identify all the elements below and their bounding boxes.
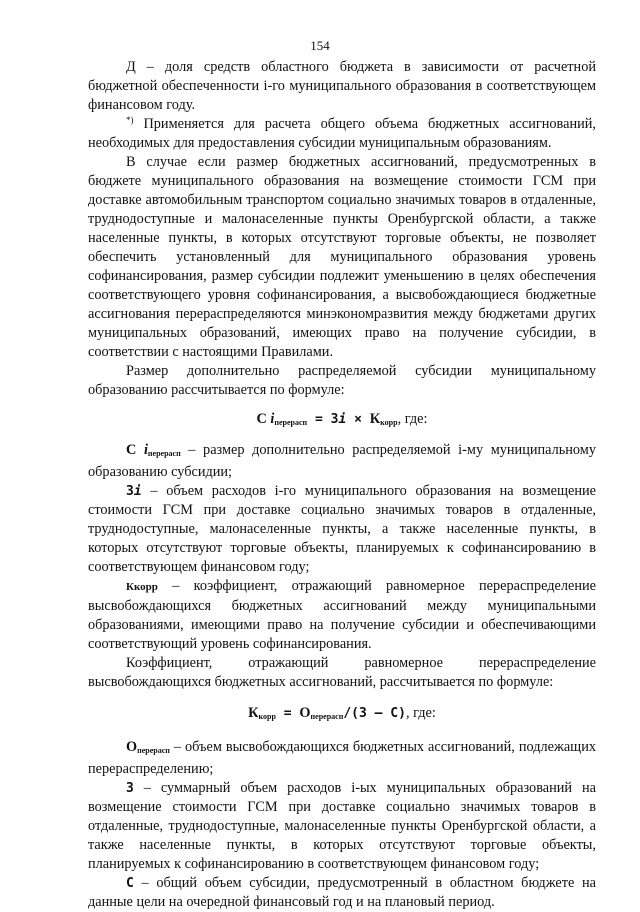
formula1-zi: i [338, 412, 347, 427]
footnote-text: Применяется для расчета общего объема бюджетных ассигнований, необходимых для предоставления субсидии муниципальным образованиям. [88, 116, 596, 151]
formula1-c: C [256, 411, 271, 427]
formula2-o: О [299, 705, 311, 721]
def-c2-text: – общий объем субсидии, предусмотренный в областном бюджете на данные цели на очередной финансовый год и на плановый период. [88, 875, 596, 910]
def-c-subscript: перерасп [147, 449, 181, 458]
def-o-symbol: О [126, 739, 138, 755]
formula-additional-subsidy [88, 410, 596, 432]
def-z-symbol-i: i [133, 484, 142, 499]
formula1-equals: = [307, 412, 331, 427]
def-z-text: – объем расходов i-го муниципального образования на возмещение стоимости ГСМ при доставке социально значимых товаров в отдаленные, труднодоступные, малонаселенные пункты, а также населенные пункты, в которых отсутствуют торговые объекты, планируемых к софинансированию в соответствующем финансовом году; [88, 483, 596, 575]
definition-c-i [88, 441, 596, 482]
footnote-mark: *) [126, 115, 134, 125]
def-z2-symbol: З [126, 781, 134, 796]
def-c-text: – размер дополнительно распределяемой i-му муниципальному образованию субсидии; [88, 442, 597, 480]
formula1-k-subscript: корр [380, 418, 398, 427]
formula2-equals: = [275, 706, 300, 721]
def-z2-text: – суммарный объем расходов i-ых муниципальных образований на возмещение стоимости ГСМ при доставке социально значимых товаров в отдаленные, труднодоступные, малонаселенные пункты Оренбургской области, а также населенные пункты, в которых отсутствуют торговые объекты, планируемых к софинансированию в соответствующем финансовом году; [88, 780, 596, 872]
def-z-symbol: З [126, 484, 134, 499]
def-c-symbol: C [126, 442, 144, 458]
formula2-tail: , где: [405, 705, 436, 721]
paragraph-d-definition: Д – доля средств областного бюджета в зависимости от расчетной бюджетной обеспеченности i-го муниципального образования в соответствующем финансовом году. [88, 59, 596, 113]
formula1-z: З [330, 412, 339, 427]
formula2-k-subscript: корр [258, 712, 276, 721]
def-o-text: – объем высвобождающихся бюджетных ассигнований, подлежащих перераспределению; [88, 739, 596, 777]
formula-coefficient [88, 704, 596, 726]
page-content [88, 58, 596, 912]
formula1-tail: , где: [397, 411, 428, 427]
footnote [88, 115, 596, 153]
definition-o-perer [88, 738, 596, 779]
paragraph-coefficient-intro: Коэффициент, отражающий равномерное перераспределение высвобождающихся бюджетных ассигнований, рассчитывается по формуле: [88, 655, 596, 690]
formula1-times: × [346, 412, 370, 427]
formula2-k: К [248, 705, 259, 721]
definition-z-total [88, 779, 596, 874]
formula1-i: i [270, 411, 275, 427]
formula1-k: К [369, 411, 381, 427]
definition-k-corr [88, 577, 596, 654]
def-o-subscript: перерасп [137, 746, 170, 755]
formula2-rest: /(З – С) [343, 706, 406, 721]
definition-z-i [88, 482, 596, 577]
page-number: 154 [310, 38, 330, 53]
def-k-symbol: Ккорр [126, 581, 158, 593]
def-c-symbol-i: i [143, 442, 148, 458]
definition-c-total [88, 874, 596, 912]
paragraph-size-formula-intro: Размер дополнительно распределяемой субсидии муниципальному образованию рассчитывается по формуле: [88, 363, 596, 398]
formula1-subscript: перерасп [274, 418, 308, 427]
def-k-text: – коэффициент, отражающий равномерное перераспределение высвобождающихся бюджетных ассигнований между муниципальными образованиями, имеющими право на получение субсидии и обеспечивающими соответствующий уровень софинансирования. [88, 578, 596, 652]
formula2-o-subscript: перерасп [310, 712, 344, 721]
def-c2-symbol: С [126, 876, 134, 891]
paragraph-reduction-case: В случае если размер бюджетных ассигнований, предусмотренных в бюджете муниципального образования на возмещение стоимости ГСМ при доставке автомобильным транспортом социально значимых товаров в отдаленные, труднодоступные и малонаселенные пункты Оренбургской области, а также населенные пункты, в которых отсутствуют торговые объекты, не позволяет обеспечить установленный для муниципального образования уровень софинансирования, размер субсидии подлежит уменьшению в целях обеспечения соответствующего уровня софинансирования, а высвобождающиеся бюджетные ассигнования перераспределяются минэкономразвития между бюджетами других муниципальных образований, имеющих право на получение субсидии, в соответствии с настоящими Правилами. [88, 154, 596, 360]
